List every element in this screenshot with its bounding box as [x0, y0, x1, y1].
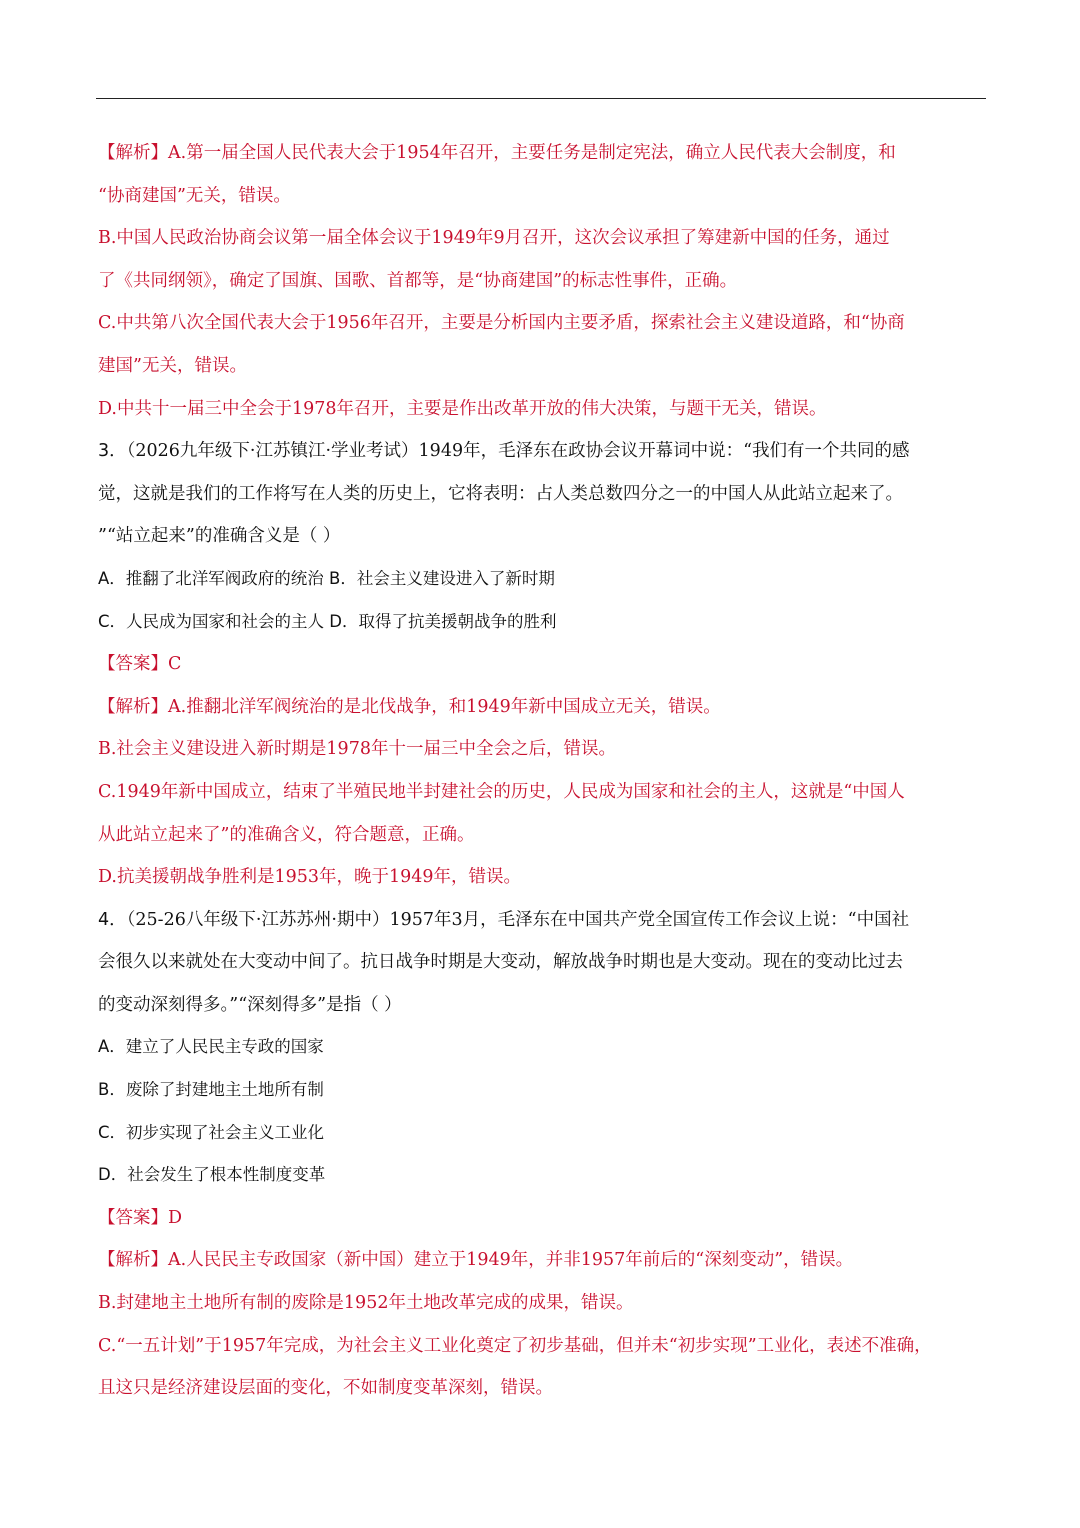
q4-option-b: B．废除了封建地主土地所有制	[98, 1080, 324, 1100]
q4-option-c: C．初步实现了社会主义工业化	[98, 1122, 325, 1142]
answer-tag: 【答案】	[98, 654, 168, 675]
analysis-tag: 【解析】	[98, 1250, 168, 1271]
q3-analysis-c-line1: C.1949年新中国成立，结束了半殖民地半封建社会的历史，人民成为国家和社会的主人，这就是“中国人	[98, 781, 905, 802]
q4-analysis-c-line2: 且这只是经济建设层面的变化，不如制度变革深刻，错误。	[98, 1378, 553, 1399]
q3-stem-line2: 觉，这就是我们的工作将写在人类的历史上，它将表明：占人类总数四分之一的中国人从此站立起来了。	[98, 483, 903, 504]
answer-tag: 【答案】	[98, 1207, 168, 1228]
header-rule	[96, 98, 986, 99]
q2-analysis-c-line1: C.中共第八次全国代表大会于1956年召开，主要是分析国内主要矛盾，探索社会主义建设道路，和“协商	[98, 313, 905, 334]
q2-analysis-b-line1: B.中国人民政治协商会议第一届全体会议于1949年9月召开，这次会议承担了筹建新中国的任务，通过	[98, 228, 890, 249]
answer-value: D	[168, 1207, 183, 1228]
q4-option-a: A．建立了人民民主专政的国家	[98, 1037, 324, 1057]
q3-analysis-a-line1: 【解析】A.推翻北洋军阀统治的是北伐战争，和1949年新中国成立无关，错误。	[98, 696, 721, 717]
question-number: 3．	[98, 441, 127, 462]
analysis-tag: 【解析】	[98, 696, 168, 717]
q4-analysis-a-line1: 【解析】A.人民民主专政国家（新中国）建立于1949年，并非1957年前后的“深刻变动”，错误。	[98, 1250, 854, 1271]
q3-stem-line3: ”“站立起来”的准确含义是（ ）	[98, 526, 341, 547]
q3-answer	[98, 643, 986, 686]
q2-analysis-c-line2: 建国”无关，错误。	[98, 355, 247, 376]
q4-option-d: D．社会发生了根本性制度变革	[98, 1165, 326, 1185]
q2-analysis-d-line1: D.中共十一届三中全会于1978年召开，主要是作出改革开放的伟大决策，与题干无关，错误。	[98, 398, 827, 419]
q3-options-line2: C．人民成为国家和社会的主人 D．取得了抗美援朝战争的胜利	[98, 611, 557, 631]
q4-stem-line2: 会很久以来就处在大变动中间了。抗日战争时期是大变动，解放战争时期也是大变动。现在的变动比过去	[98, 952, 903, 973]
q3-stem-line1: 3．（2026九年级下·江苏镇江·学业考试）1949年，毛泽东在政协会议开幕词中说：“我们有一个共同的感	[98, 441, 910, 462]
q4-analysis-c-line1: C.“一五计划”于1957年完成，为社会主义工业化奠定了初步基础，但并未“初步实现”工业化，表述不准确，	[98, 1335, 932, 1356]
q4-answer	[98, 1197, 986, 1240]
question-number: 4．	[98, 909, 127, 930]
q2-analysis-a-line1: 【解析】A.第一届全国人民代表大会于1954年召开，主要任务是制定宪法，确立人民代表大会制度，和	[98, 143, 896, 163]
q3-analysis-b-line1: B.社会主义建设进入新时期是1978年十一届三中全会之后，错误。	[98, 739, 616, 760]
q4-stem-line3: 的变动深刻得多。”“深刻得多”是指（ ）	[98, 994, 402, 1015]
q3-options-line1: A．推翻了北洋军阀政府的统治 B．社会主义建设进入了新时期	[98, 568, 555, 588]
q3-analysis-d-line1: D.抗美援朝战争胜利是1953年，晚于1949年，错误。	[98, 867, 522, 888]
q2-analysis-b-line2: 了《共同纲领》，确定了国旗、国歌、首都等，是“协商建国”的标志性事件，正确。	[98, 270, 738, 291]
analysis-tag: 【解析】	[98, 143, 168, 163]
q3-analysis-c-line2: 从此站立起来了”的准确含义，符合题意，正确。	[98, 824, 475, 845]
answer-value: C	[168, 654, 182, 675]
q4-stem-line1: 4．（25-26八年级下·江苏苏州·期中）1957年3月，毛泽东在中国共产党全国宣传工作会议上说：“中国社	[98, 909, 910, 930]
q4-analysis-b-line1: B.封建地主土地所有制的废除是1952年土地改革完成的成果，错误。	[98, 1293, 634, 1314]
document-body	[98, 132, 986, 1410]
q2-analysis-a-line2: “协商建国”无关，错误。	[98, 185, 291, 206]
